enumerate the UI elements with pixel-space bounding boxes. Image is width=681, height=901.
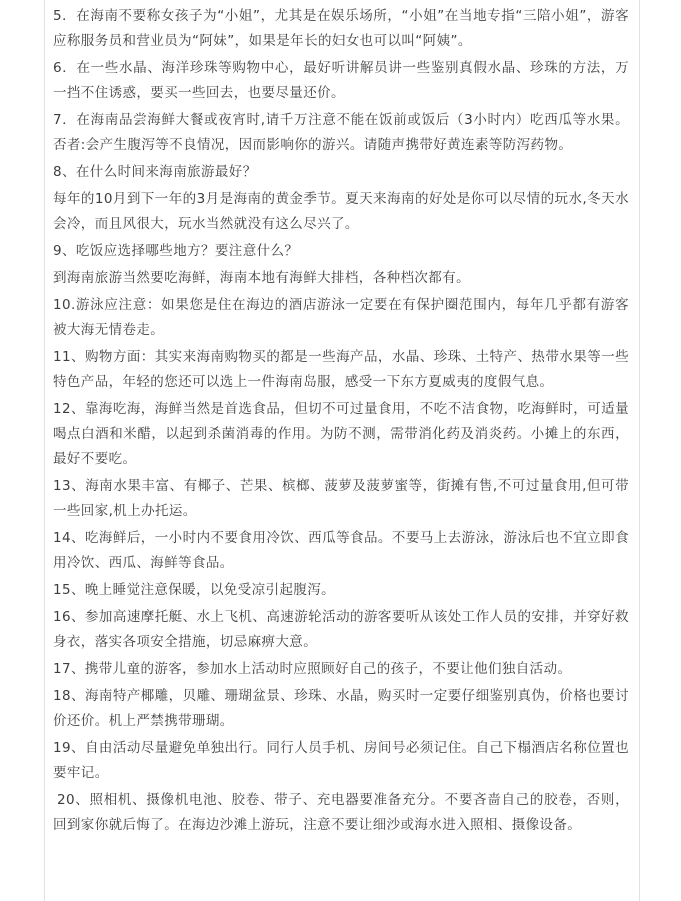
answer-9: 到海南旅游当然要吃海鲜，海南本地有海鲜大排档，各种档次都有。 (53, 270, 470, 286)
tip-14: 14、吃海鲜后，一小时内不要食用冷饮、西瓜等食品。不要马上去游泳，游泳后也不宜立即食用冷饮、西瓜、海鲜等食品。 (53, 530, 629, 571)
tip-15: 15、晚上睡觉注意保暖，以免受凉引起腹泻。 (53, 582, 336, 598)
tip-17: 17、携带儿童的游客，参加水上活动时应照顾好自己的孩子，不要让他们独自活动。 (53, 661, 572, 677)
tip-13: 13、海南水果丰富、有椰子、芒果、槟榔、菠萝及菠萝蜜等，街摊有售,不可过量食用,但可带一些回家,机上办托运。 (53, 478, 629, 519)
tip-16: 16、参加高速摩托艇、水上飞机、高速游轮活动的游客要听从该处工作人员的安排，并穿好救身衣，落实各项安全措施，切忌麻痹大意。 (53, 609, 629, 650)
answer-8: 每年的10月到下一年的3月是海南的黄金季节。夏天来海南的好处是你可以尽情的玩水,冬天水会冷，而且风很大，玩水当然就没有这么尽兴了。 (53, 191, 629, 232)
tip-10: 10.游泳应注意：如果您是住在海边的酒店游泳一定要在有保护圈范围内，每年几乎都有游客被大海无情卷走。 (53, 297, 629, 338)
tip-7: 7．在海南品尝海鲜大餐或夜宵时,请千万注意不能在饭前或饭后（3小时内）吃西瓜等水果。否者:会产生腹泻等不良情况，因而影响你的游兴。请随声携带好黄连素等防泻药物。 (53, 112, 629, 153)
tip-19: 19、自由活动尽量避免单独出行。同行人员手机、房间号必须记住。自己下榻酒店名称位置也要牢记。 (53, 740, 629, 781)
tip-11: 11、购物方面：其实来海南购物买的都是一些海产品，水晶、珍珠、土特产、热带水果等一些特色产品，年轻的您还可以选上一件海南岛服，感受一下东方夏威夷的度假气息。 (53, 349, 629, 390)
tip-5: 5．在海南不要称女孩子为“小姐”，尤其是在娱乐场所，“小姐”在当地专指“三陪小姐”，游客应称服务员和营业员为“阿妹”，如果是年长的妇女也可以叫“阿姨”。 (53, 8, 629, 49)
article-body (53, 4, 629, 840)
tip-6: 6．在一些水晶、海洋珍珠等购物中心，最好听讲解员讲一些鉴别真假水晶、珍珠的方法，万一挡不住诱惑，要买一些回去，也要尽量还价。 (53, 60, 629, 101)
tip-12: 12、靠海吃海，海鲜当然是首选食品，但切不可过量食用，不吃不洁食物，吃海鲜时，可适量喝点白酒和米醋，以起到杀菌消毒的作用。为防不测，需带消化药及消炎药。小摊上的东西，最好不要吃。 (53, 401, 629, 467)
tip-20: 20、照相机、摄像机电池、胶卷、带子、充电器要准备充分。不要吝啬自己的胶卷，否则，回到家你就后悔了。在海边沙滩上游玩，注意不要让细沙或海水进入照相、摄像设备。 (53, 792, 629, 833)
question-9: 9、吃饭应选择哪些地方？要注意什么？ (53, 243, 299, 259)
tip-18: 18、海南特产椰雕，贝雕、珊瑚盆景、珍珠、水晶，购买时一定要仔细鉴别真伪，价格也要讨价还价。机上严禁携带珊瑚。 (53, 688, 629, 729)
question-8: 8、在什么时间来海南旅游最好？ (53, 164, 257, 180)
